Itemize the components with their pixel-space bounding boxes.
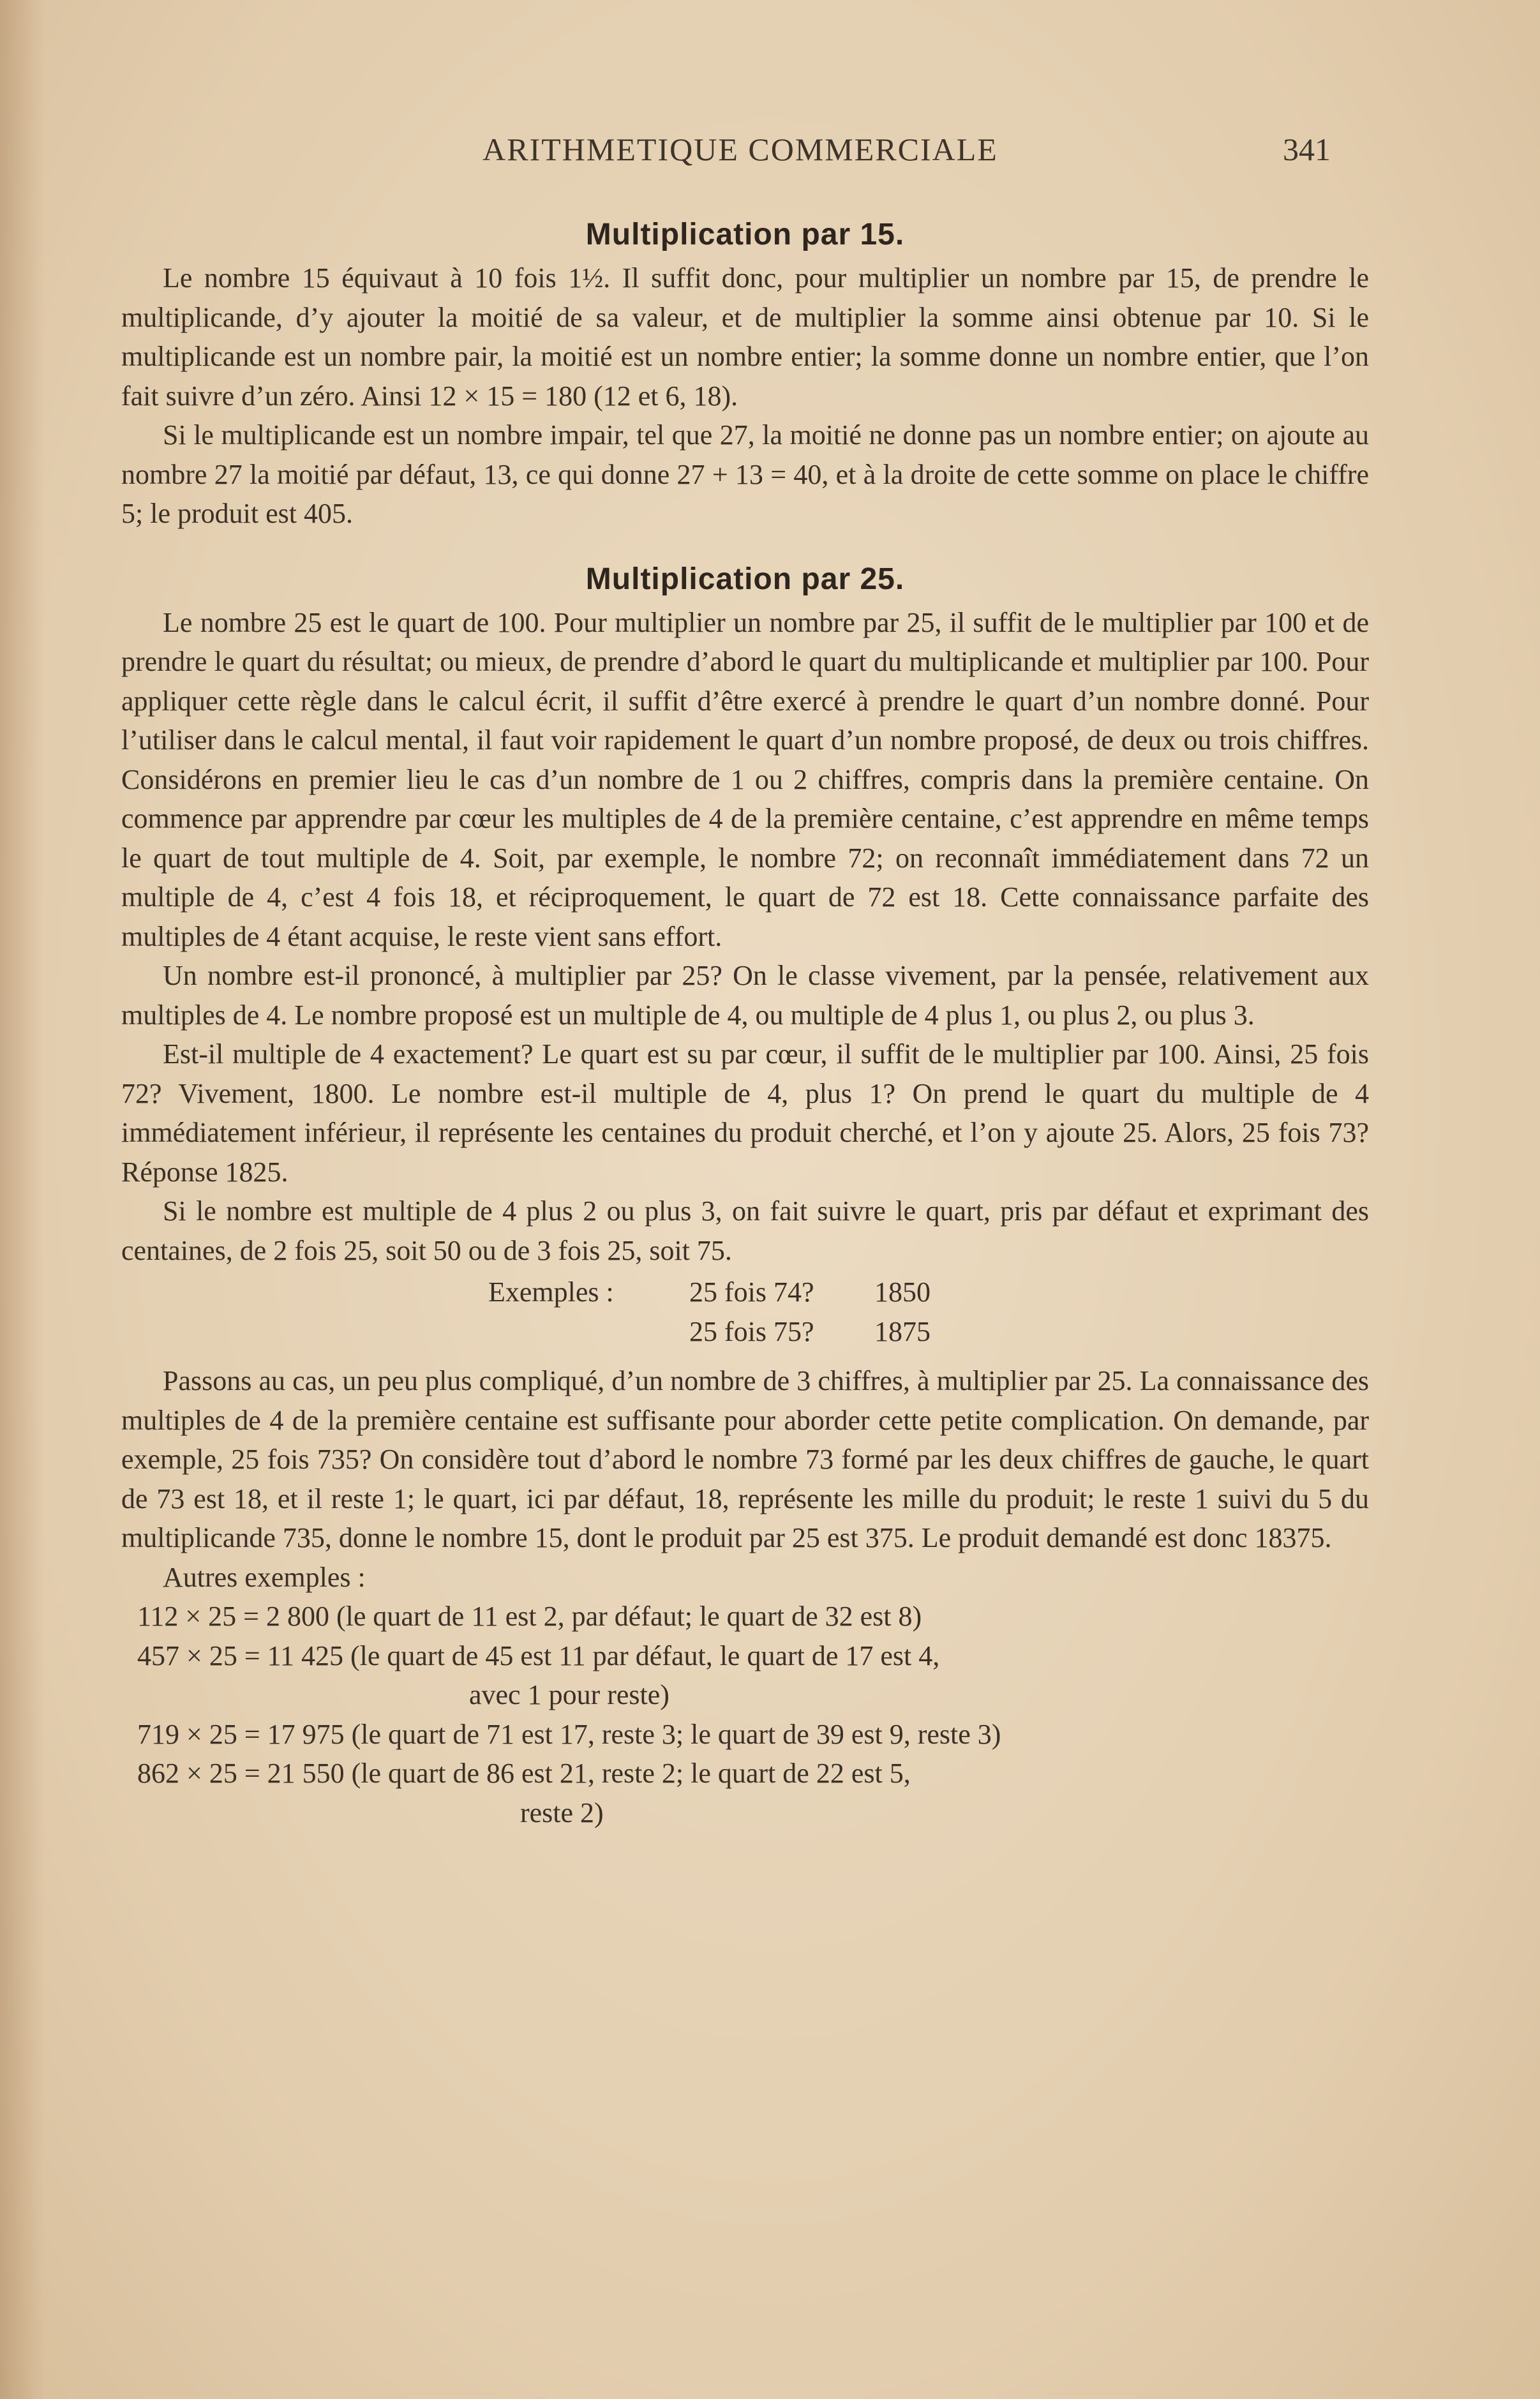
example-question: 25 fois 75? xyxy=(689,1315,814,1347)
example-row xyxy=(689,1312,931,1352)
paragraph: Si le multiplicande est un nombre impair, tel que 27, la moitié ne donne pas un nombre entier; on ajoute au nombre 27 la moitié par défaut, 13, ce qui donne 27 + 13 = 40, et à la droite de cette somme on place le chiffre 5; le produit est 405. xyxy=(121,419,1369,529)
calc-line: 719 × 25 = 17 975 (le quart de 71 est 17, reste 3; le quart de 39 est 9, reste 3) xyxy=(137,1718,1001,1750)
calc-line: 112 × 25 = 2 800 (le quart de 11 est 2, par défaut; le quart de 32 est 8) xyxy=(137,1601,922,1632)
paragraph: Un nombre est-il prononcé, à multiplier par 25? On le classe vivement, par la pensée, relativement aux multiples de 4. Le nombre proposé est un multiple de 4, ou multiple de 4 plus 1, ou plus 2, ou plus 3. xyxy=(121,960,1369,1031)
running-title: ARITHMETIQUE COMMERCIALE xyxy=(482,131,998,167)
page-header xyxy=(0,131,1540,188)
paragraph: Passons au cas, un peu plus compliqué, d’un nombre de 3 chiffres, à multiplier par 25. La connaissance des multiples de 4 de la première centaine est suffisante pour aborder cette petite complication. On demande, par exemple, 25 fois 735? On considère tout d’abord le nombre 73 formé par les deux chiffres de gauche, le quart de 73 est 18, et il reste 1; le quart, ici par défaut, 18, représente les mille du produit; le reste 1 suivi du 5 du multiplicande 735, donne le nombre 15, dont le produit par 25 est 375. Le produit demandé est donc 18375. xyxy=(121,1365,1369,1553)
calc-line: 862 × 25 = 21 550 (le quart de 86 est 21, reste 2; le quart de 22 est 5, xyxy=(137,1758,911,1789)
paragraph: Si le nombre est multiple de 4 plus 2 ou plus 3, on fait suivre le quart, pris par défaut et exprimant des centaines, de 2 fois 25, soit 50 ou de 3 fois 25, soit 75. xyxy=(121,1195,1369,1266)
section-heading-15: Multiplication par 15. xyxy=(585,218,905,251)
calc-line: 457 × 25 = 11 425 (le quart de 45 est 11 par défaut, le quart de 17 est 4, xyxy=(137,1640,940,1671)
example-question: 25 fois 74? xyxy=(689,1276,814,1308)
examples-label: Exemples : xyxy=(488,1276,614,1308)
examples-block xyxy=(121,1273,1369,1351)
page-edge-shadow xyxy=(0,0,45,2399)
page-number: 341 xyxy=(1283,131,1331,167)
example-row xyxy=(689,1273,931,1312)
paragraph: Est-il multiple de 4 exactement? Le quart est su par cœur, il suffit de le multiplier par 100. Ainsi, 25 fois 72? Vivement, 1800. Le nombre est-il multiple de 4, plus 1? On prend le quart du multiple de 4 immédiatement inférieur, il représente les centaines du produit cherché, et l’on y ajoute 25. Alors, 25 fois 73? Réponse 1825. xyxy=(121,1038,1369,1188)
page-body xyxy=(121,217,1369,1832)
example-answer: 1875 xyxy=(874,1315,931,1347)
calc-line-continuation: reste 2) xyxy=(520,1797,604,1828)
example-answer: 1850 xyxy=(874,1276,931,1308)
calc-line-continuation: avec 1 pour reste) xyxy=(469,1679,669,1710)
section-heading-25: Multiplication par 25. xyxy=(585,562,905,596)
paragraph: Le nombre 15 équivaut à 10 fois 1½. Il suffit donc, pour multiplier un nombre par 15, de prendre le multiplicande, d’y ajouter la moitié de sa valeur, et de multiplier la somme ainsi obtenue par 10. Si le multiplicande est un nombre pair, la moitié est un nombre entier; la somme donne un nombre entier, que l’on fait suivre d’un zéro. Ainsi 12 × 15 = 180 (12 et 6, 18). xyxy=(121,262,1369,412)
other-examples-label: Autres exemples : xyxy=(163,1561,366,1593)
paragraph: Le nombre 25 est le quart de 100. Pour multiplier un nombre par 25, il suffit de le multiplier par 100 et de prendre le quart du résultat; ou mieux, de prendre d’abord le quart du multiplicande et multiplier par 100. Pour appliquer cette règle dans le calcul écrit, il suffit d’être exercé à prendre le quart d’un nombre donné. Pour l’utiliser dans le calcul mental, il faut voir rapidement le quart d’un nombre proposé, de deux ou trois chiffres. Considérons en premier lieu le cas d’un nombre de 1 ou 2 chiffres, compris dans la première centaine. On commence par apprendre par cœur les multiples de 4 de la première centaine, c’est apprendre en même temps le quart de tout multiple de 4. Soit, par exemple, le nombre 72; on reconnaît immédiatement dans 72 un multiple de 4, c’est 4 fois 18, et réciproquement, le quart de 72 est 18. Cette connaissance parfaite des multiples de 4 étant acquise, le reste vient sans effort. xyxy=(121,606,1369,952)
